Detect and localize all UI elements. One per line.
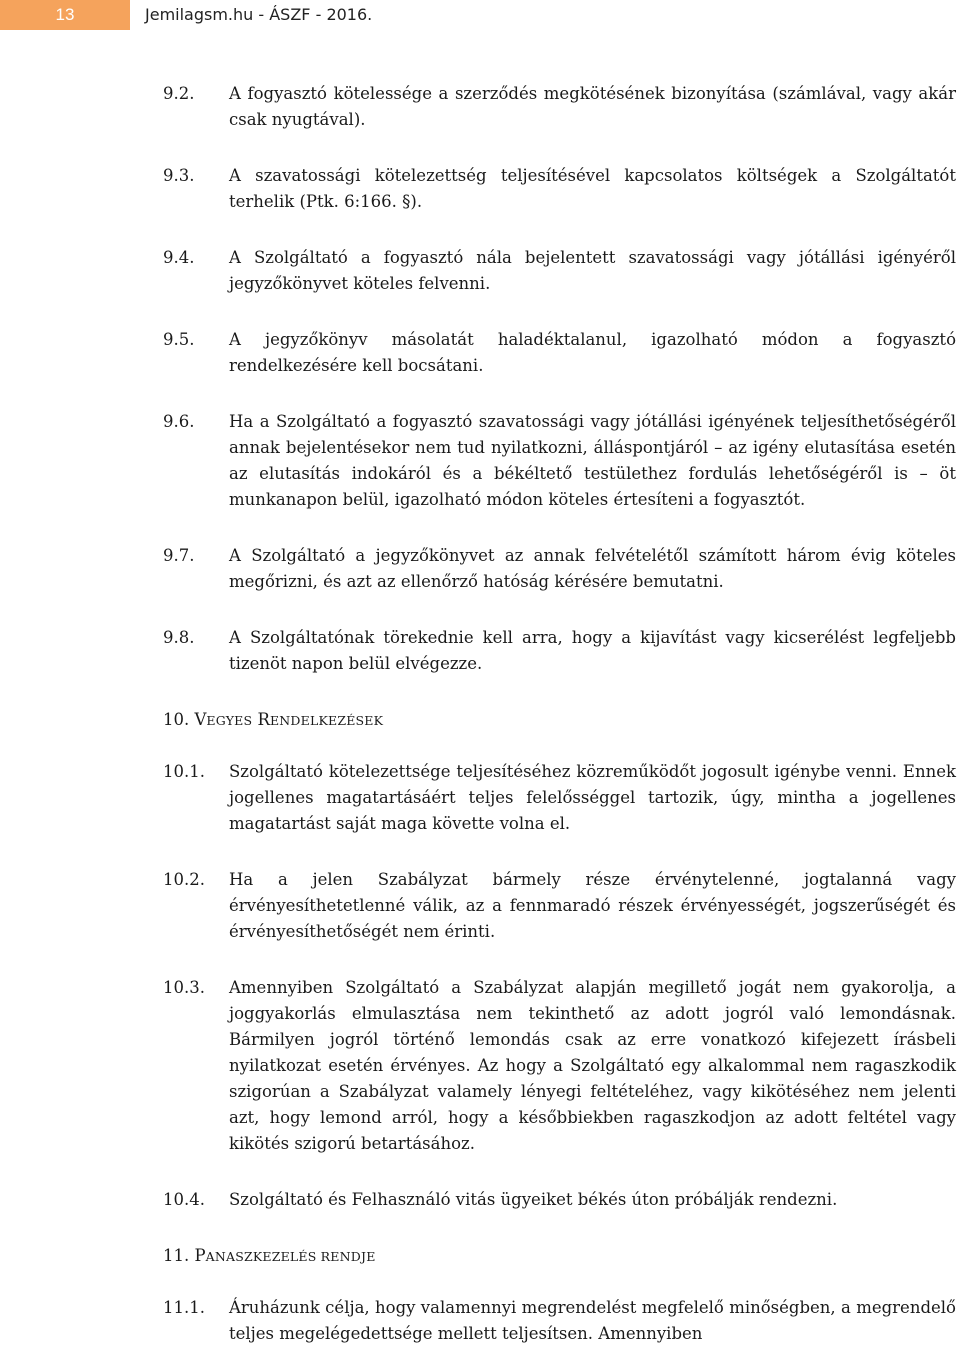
section-heading-10 [163, 707, 960, 734]
clause-number: 10.4. [163, 1190, 205, 1209]
heading-title: PANASZKEZELÉS RENDJE [194, 1246, 376, 1265]
clause-number: 9.8. [163, 628, 195, 647]
clause-9-8 [0, 625, 960, 677]
clause-10-2 [0, 867, 960, 945]
clause-text: Ha a Szolgáltató a fogyasztó szavatossági vagy jótállási igényének teljesíthetőségéről annak bejelentésekor nem tud nyilatkozni, álláspontjáról – az igény elutasítása esetén az elutasítás indokáról és a békéltető testülethez fordulás lehetőségéről is – öt munkanapon belül, igazolható módon köteles értesíteni a fogyasztót. [229, 412, 956, 509]
clause-9-6 [0, 409, 960, 513]
clause-text: Ha a jelen Szabályzat bármely része érvénytelenné, jogtalanná vagy érvényesíthetetlenné válik, az a fennmaradó részek érvényességét, jogszerűségét és érvényesíthetőségét nem érinti. [229, 870, 956, 941]
heading-number: 10. [163, 710, 190, 729]
clause-number: 9.3. [163, 166, 195, 185]
clause-number: 10.3. [163, 978, 205, 997]
clause-text: A fogyasztó kötelessége a szerződés megkötésének bizonyítása (számlával, vagy akár csak nyugtával). [229, 84, 956, 129]
page-header [0, 0, 960, 30]
page-number: 13 [0, 0, 130, 30]
clause-number: 11.1. [163, 1298, 205, 1317]
clause-9-4 [0, 245, 960, 297]
clause-number: 9.5. [163, 330, 195, 349]
clause-10-3 [0, 975, 960, 1157]
clause-9-3 [0, 163, 960, 215]
clause-text: A szavatossági kötelezettség teljesítésével kapcsolatos költségek a Szolgáltatót terhelik (Ptk. 6:166. §). [229, 166, 956, 211]
clause-text: A Szolgáltató a fogyasztó nála bejelentett szavatossági vagy jótállási igényéről jegyzőkönyvet köteles felvenni. [229, 248, 956, 293]
document-title: Jemilagsm.hu - ÁSZF - 2016. [145, 5, 373, 24]
clause-text: Szolgáltató kötelezettsége teljesítéséhez közreműködőt jogosult igénybe venni. Ennek jogellenes magatartásáért teljes felelősséggel tartozik, úgy, mintha a jogellenes magatartást saját maga követte volna el. [229, 762, 956, 833]
clause-number: 9.2. [163, 84, 195, 103]
clause-number: 9.7. [163, 546, 195, 565]
section-heading-11 [163, 1243, 960, 1270]
clause-11-1 [0, 1295, 960, 1347]
clause-text: Áruházunk célja, hogy valamennyi megrendelést megfelelő minőségben, a megrendelő teljes megelégedettsége mellett teljesítsen. Amennyiben [229, 1298, 956, 1343]
clause-text: A Szolgáltató a jegyzőkönyvet az annak felvételétől számított három évig köteles megőrizni, és azt az ellenőrző hatóság kérésére bemutatni. [229, 546, 956, 591]
clause-number: 10.1. [163, 762, 205, 781]
heading-title: VEGYES RENDELKEZÉSEK [194, 710, 384, 729]
document-body [0, 81, 960, 1347]
heading-number: 11. [163, 1246, 190, 1265]
clause-10-4 [0, 1187, 960, 1213]
clause-9-5 [0, 327, 960, 379]
clause-9-7 [0, 543, 960, 595]
clause-10-1 [0, 759, 960, 837]
clause-text: Amennyiben Szolgáltató a Szabályzat alapján megillető jogát nem gyakorolja, a joggyakorlás elmulasztása nem tekinthető az adott jogról való lemondásnak. Bármilyen jogról történő lemondás csak az erre vonatkozó kifejezett írásbeli nyilatkozat esetén érvényes. Az hogy a Szolgáltató egy alkalommal nem ragaszkodik szigorúan a Szabályzat valamely lényegi feltételéhez, vagy kikötéséhez nem jelenti azt, hogy lemond arról, hogy a későbbiekben ragaszkodjon az adott feltétel vagy kikötés szigorú betartásához. [229, 978, 956, 1153]
clause-text: A jegyzőkönyv másolatát haladéktalanul, igazolható módon a fogyasztó rendelkezésére kell bocsátani. [229, 330, 956, 375]
clause-number: 10.2. [163, 870, 205, 889]
clause-number: 9.6. [163, 412, 195, 431]
clause-9-2 [0, 81, 960, 133]
clause-text: A Szolgáltatónak törekednie kell arra, hogy a kijavítást vagy kicserélést legfeljebb tizenöt napon belül elvégezze. [229, 628, 956, 673]
clause-text: Szolgáltató és Felhasználó vitás ügyeiket békés úton próbálják rendezni. [229, 1190, 838, 1209]
clause-number: 9.4. [163, 248, 195, 267]
